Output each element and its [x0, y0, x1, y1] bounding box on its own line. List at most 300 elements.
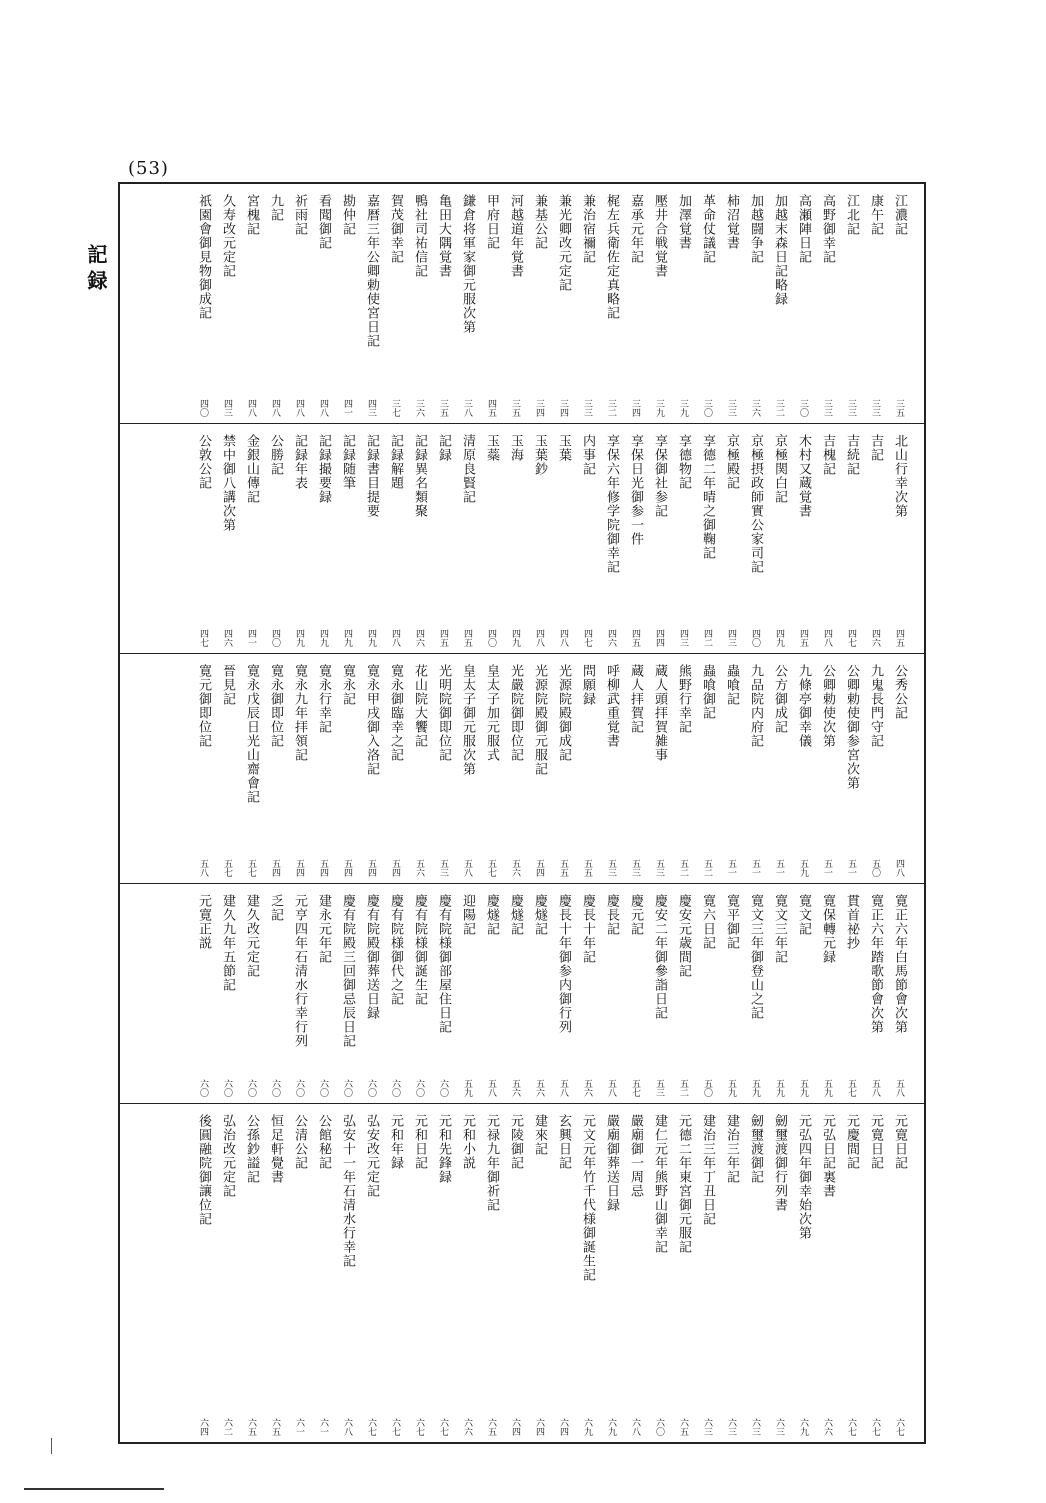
entry-page-number: 四六	[414, 629, 424, 647]
index-entry	[480, 184, 502, 423]
entry-page-number: 四六	[870, 629, 880, 647]
entry-title: 祇園會御見物御成記	[196, 194, 211, 320]
index-entry	[816, 654, 838, 883]
entry-title: 寛正六年踏歌節會次第	[868, 894, 883, 1034]
entry-page-number: 三六	[414, 399, 424, 417]
entry-title: 享保六年修学院御幸記	[604, 434, 619, 574]
entry-title: 公勝記	[268, 434, 283, 476]
entry-page-number: 三三	[870, 399, 880, 417]
index-entry	[288, 184, 310, 423]
index-entry	[864, 1104, 886, 1442]
entry-title: 弘安十一年石清水行幸記	[340, 1114, 355, 1268]
index-entry	[384, 1104, 406, 1442]
entry-page-number: 六九	[606, 1418, 616, 1436]
entry-title: 京極殿記	[724, 434, 739, 490]
entry-title: 吉槐記	[820, 434, 835, 476]
entry-title: 元弘日記裏書	[820, 1114, 835, 1198]
index-entry	[840, 184, 862, 423]
entry-page-number: 四八	[822, 629, 832, 647]
entry-page-number: 六〇	[654, 1418, 664, 1436]
entry-page-number: 五七	[630, 1079, 640, 1097]
entry-title: 光源院殿御成記	[556, 664, 571, 762]
entry-title: 江濃記	[892, 194, 907, 236]
entry-page-number: 六五	[270, 1418, 280, 1436]
entry-title: 寛永戊辰日光山齋會記	[244, 664, 259, 804]
index-entry	[480, 1104, 502, 1442]
entry-page-number: 五四	[342, 859, 352, 877]
entry-page-number: 三三	[582, 399, 592, 417]
entry-title: 元亨四年石清水行幸行列	[292, 894, 307, 1048]
entry-title: 公方御成記	[772, 664, 787, 734]
index-entry	[600, 424, 622, 653]
index-entry	[600, 1104, 622, 1442]
entry-page-number: 六五	[678, 1418, 688, 1436]
entry-title: 弘安改元定記	[364, 1114, 379, 1198]
index-entry	[696, 1104, 718, 1442]
entry-page-number: 五七	[222, 859, 232, 877]
index-entry	[288, 424, 310, 653]
entry-page-number: 六四	[198, 1418, 208, 1436]
entry-title: 康午記	[868, 194, 883, 236]
entry-page-number: 四八	[318, 399, 328, 417]
entry-title: 兼治宿禰記	[580, 194, 595, 264]
index-entry	[768, 424, 790, 653]
entry-page-number: 五九	[774, 1079, 784, 1097]
entry-title: 嘉暦三年公卿勅使宮日記	[364, 194, 379, 348]
entry-page-number: 六三	[726, 1418, 736, 1436]
entry-title: 吉続記	[844, 434, 859, 476]
entry-page-number: 六〇	[246, 1079, 256, 1097]
entry-page-number: 三三	[846, 399, 856, 417]
index-entry	[528, 424, 550, 653]
entry-title: 久寿改元定記	[220, 194, 235, 278]
index-entry	[816, 184, 838, 423]
entry-page-number: 六二	[222, 1418, 232, 1436]
index-entry	[552, 884, 574, 1103]
index-entry	[384, 184, 406, 423]
entry-title: 慶燧記	[532, 894, 547, 936]
entry-title: 禁中御八講次第	[220, 434, 235, 532]
index-entry	[432, 1104, 454, 1442]
index-entry	[696, 424, 718, 653]
entry-title: 革命仗議記	[700, 194, 715, 264]
entry-title: 公卿勅使御参宮次第	[844, 664, 859, 790]
index-entry	[576, 654, 598, 883]
entry-page-number: 五六	[414, 859, 424, 877]
entry-page-number: 四八	[246, 399, 256, 417]
entry-title: 看聞御記	[316, 194, 331, 250]
entry-title: 京極関白記	[772, 434, 787, 504]
index-entry	[624, 184, 646, 423]
entry-page-number: 五九	[822, 1079, 832, 1097]
entry-page-number: 六一	[294, 1418, 304, 1436]
index-entry	[216, 884, 238, 1103]
entry-page-number: 四五	[462, 629, 472, 647]
entry-title: 鎌倉将軍家御元服次第	[460, 194, 475, 334]
entry-page-number: 六七	[870, 1418, 880, 1436]
index-entry	[456, 1104, 478, 1442]
entry-page-number: 五九	[798, 1079, 808, 1097]
entry-title: 享保日光御参一件	[628, 434, 643, 546]
index-entry	[744, 1104, 766, 1442]
entry-title: 玄興日記	[556, 1114, 571, 1170]
index-entry	[792, 654, 814, 883]
entry-title: 木村又蔵覚書	[796, 434, 811, 518]
entry-title: 寛永御臨幸之記	[388, 664, 403, 762]
page-number: (53)	[128, 158, 169, 179]
entry-page-number: 五八	[486, 1079, 496, 1097]
entry-page-number: 六四	[534, 1418, 544, 1436]
entry-title: 玉海	[508, 434, 523, 462]
index-entry	[792, 184, 814, 423]
index-entry	[408, 1104, 430, 1442]
entry-page-number: 五四	[270, 859, 280, 877]
index-entry	[408, 424, 430, 653]
entry-title: 九品院内府記	[748, 664, 763, 748]
index-entry	[744, 184, 766, 423]
entry-title: 河越道年覚書	[508, 194, 523, 278]
entry-page-number: 五一	[774, 859, 784, 877]
index-entry	[552, 184, 574, 423]
entry-title: 寛平御記	[724, 894, 739, 950]
entry-page-number: 五七	[486, 859, 496, 877]
index-entry	[456, 184, 478, 423]
index-entry	[600, 884, 622, 1103]
index-entry	[816, 1104, 838, 1442]
entry-title: 亀田大隅覚書	[436, 194, 451, 278]
entry-page-number: 三八	[462, 399, 472, 417]
entry-title: 慶安二年御參詣日記	[652, 894, 667, 1020]
entry-page-number: 六五	[486, 1418, 496, 1436]
entry-page-number: 三二	[774, 399, 784, 417]
entry-page-number: 六四	[558, 1418, 568, 1436]
entry-title: 皇太子御元服次第	[460, 664, 475, 776]
entry-page-number: 四四	[654, 629, 664, 647]
entry-title: 記録撮要録	[316, 434, 331, 504]
entry-title: 享保御社参記	[652, 434, 667, 518]
entry-title: 壓井合戦覚書	[652, 194, 667, 278]
index-entry	[216, 654, 238, 883]
entry-page-number: 五一	[750, 859, 760, 877]
entry-page-number: 五六	[510, 859, 520, 877]
entry-page-number: 四七	[846, 629, 856, 647]
index-entry	[672, 184, 694, 423]
entry-page-number: 五八	[870, 1079, 880, 1097]
entry-page-number: 四八	[390, 629, 400, 647]
entry-page-number: 三五	[894, 399, 904, 417]
index-entry	[432, 884, 454, 1103]
entry-title: 建永元年記	[316, 894, 331, 964]
index-entry	[720, 654, 742, 883]
entry-title: 慶有院様御代之記	[388, 894, 403, 1006]
index-entry	[240, 1104, 262, 1442]
entry-page-number: 四八	[294, 399, 304, 417]
entry-page-number: 五六	[510, 1079, 520, 1097]
entry-title: 慶燧記	[484, 894, 499, 936]
index-entry	[552, 424, 574, 653]
index-entry	[576, 1104, 598, 1442]
index-entry	[360, 1104, 382, 1442]
index-entry	[744, 424, 766, 653]
entry-title: 建治三年記	[724, 1114, 739, 1184]
entry-title: 高瀬陣日記	[796, 194, 811, 264]
entry-title: 寛永記	[340, 664, 355, 706]
index-entry	[360, 184, 382, 423]
entry-page-number: 三〇	[702, 399, 712, 417]
entry-page-number: 三五	[438, 399, 448, 417]
entry-title: 高野御幸記	[820, 194, 835, 264]
entry-title: 元文元年竹千代様御誕生記	[580, 1114, 595, 1282]
index-entry	[312, 884, 334, 1103]
entry-page-number: 五七	[246, 859, 256, 877]
entry-page-number: 六七	[390, 1418, 400, 1436]
entry-page-number: 五三	[606, 859, 616, 877]
index-entry	[264, 1104, 286, 1442]
entry-title: 元寛正説	[196, 894, 211, 950]
entry-page-number: 五四	[390, 859, 400, 877]
index-entry	[240, 424, 262, 653]
index-entry	[624, 654, 646, 883]
index-entry	[504, 884, 526, 1103]
index-entry	[576, 184, 598, 423]
entry-page-number: 三六	[750, 399, 760, 417]
entry-page-number: 六六	[462, 1418, 472, 1436]
index-entry	[360, 654, 382, 883]
entry-title: 宮槐記	[244, 194, 259, 236]
index-entry	[648, 1104, 670, 1442]
entry-title: 寛元御即位記	[196, 664, 211, 748]
index-band	[120, 424, 924, 654]
entry-title: 記録異名類聚	[412, 434, 427, 518]
entry-page-number: 六三	[702, 1418, 712, 1436]
index-entry	[888, 884, 910, 1103]
entry-title: 賀茂御幸記	[388, 194, 403, 264]
entry-page-number: 三九	[654, 399, 664, 417]
entry-title: 梶左兵衛佐定真略記	[604, 194, 619, 320]
index-entry	[408, 654, 430, 883]
index-entry	[192, 184, 214, 423]
index-entry	[744, 884, 766, 1103]
entry-title: 慶安元歳間記	[676, 894, 691, 978]
entry-page-number: 五〇	[870, 859, 880, 877]
entry-title: 建仁元年熊野山御幸記	[652, 1114, 667, 1254]
index-entry	[504, 184, 526, 423]
entry-title: 柿沼覚書	[724, 194, 739, 250]
entry-title: 公卿勅使次第	[820, 664, 835, 748]
index-entry	[696, 884, 718, 1103]
entry-page-number: 五九	[798, 859, 808, 877]
index-entry	[792, 424, 814, 653]
entry-page-number: 六〇	[366, 1079, 376, 1097]
entry-title: 蟲喰記	[724, 664, 739, 706]
entry-page-number: 五四	[366, 859, 376, 877]
entry-page-number: 六八	[342, 1418, 352, 1436]
entry-title: 劒璽渡御行列書	[772, 1114, 787, 1212]
entry-page-number: 五三	[630, 859, 640, 877]
index-entry	[648, 884, 670, 1103]
index-entry	[864, 424, 886, 653]
entry-page-number: 三九	[678, 399, 688, 417]
entry-page-number: 六〇	[414, 1079, 424, 1097]
entry-page-number: 四一	[246, 629, 256, 647]
entry-page-number: 六六	[822, 1418, 832, 1436]
index-entry	[696, 184, 718, 423]
entry-title: 慶有院様御誕生記	[412, 894, 427, 1006]
entry-page-number: 五五	[582, 859, 592, 877]
entry-page-number: 六九	[798, 1418, 808, 1436]
entry-title: 寛正六年白馬節會次第	[892, 894, 907, 1034]
index-entry	[648, 184, 670, 423]
entry-title: 恒足軒覺書	[268, 1114, 283, 1184]
index-entry	[720, 424, 742, 653]
entry-title: 慶有院殿三回御忌辰日記	[340, 894, 355, 1048]
entry-page-number: 四三	[726, 629, 736, 647]
index-entry	[384, 884, 406, 1103]
index-entry	[672, 654, 694, 883]
index-entry	[216, 1104, 238, 1442]
entry-title: 寛永行幸記	[316, 664, 331, 734]
index-band	[120, 184, 924, 424]
entry-title: 勘仲記	[340, 194, 355, 236]
entry-page-number: 六四	[510, 1418, 520, 1436]
entry-title: 慶長十年記	[580, 894, 595, 964]
entry-page-number: 三三	[726, 399, 736, 417]
entry-page-number: 五一	[726, 859, 736, 877]
entry-page-number: 四二	[702, 629, 712, 647]
entry-page-number: 四七	[582, 629, 592, 647]
entry-page-number: 四五	[438, 629, 448, 647]
index-entry	[768, 184, 790, 423]
index-entry	[336, 424, 358, 653]
entry-title: 建久改元定記	[244, 894, 259, 978]
entry-title: 元寛日記	[868, 1114, 883, 1170]
entry-page-number: 五一	[822, 859, 832, 877]
index-entry	[432, 654, 454, 883]
index-entry	[192, 884, 214, 1103]
entry-page-number: 五四	[318, 859, 328, 877]
entry-title: 皇太子加元服式	[484, 664, 499, 762]
entry-title: 記録	[436, 434, 451, 462]
index-entry	[576, 884, 598, 1103]
entry-title: 光明院御即位記	[436, 664, 451, 762]
entry-page-number: 三七	[390, 399, 400, 417]
index-entry	[720, 184, 742, 423]
entry-page-number: 六〇	[270, 1079, 280, 1097]
entry-page-number: 六七	[438, 1418, 448, 1436]
margin-tick	[51, 1438, 52, 1454]
index-entry	[840, 424, 862, 653]
index-entry	[840, 654, 862, 883]
entry-page-number: 六八	[630, 1418, 640, 1436]
entry-title: 九鬼長門守記	[868, 664, 883, 748]
entry-title: 劒璽渡御記	[748, 1114, 763, 1184]
index-entry	[408, 884, 430, 1103]
index-entry	[480, 654, 502, 883]
entry-title: 慶燧記	[508, 894, 523, 936]
entry-page-number: 六一	[318, 1418, 328, 1436]
entry-page-number: 五二	[678, 859, 688, 877]
index-entry	[672, 884, 694, 1103]
entry-title: 鴨社司祐信記	[412, 194, 427, 278]
index-entry	[264, 424, 286, 653]
entry-title: 元和年録	[388, 1114, 403, 1170]
entry-page-number: 四五	[798, 629, 808, 647]
index-entry	[840, 884, 862, 1103]
entry-title: 記録随筆	[340, 434, 355, 490]
index-entry	[288, 1104, 310, 1442]
entry-page-number: 五九	[750, 1079, 760, 1097]
entry-page-number: 四五	[486, 399, 496, 417]
index-entry	[624, 424, 646, 653]
entry-page-number: 六三	[750, 1418, 760, 1436]
entry-title: 元寛日記	[892, 1114, 907, 1170]
entry-page-number: 六三	[774, 1418, 784, 1436]
footer-rule	[24, 1488, 164, 1490]
index-entry	[336, 654, 358, 883]
entry-page-number: 五四	[534, 859, 544, 877]
entry-page-number: 四三	[366, 399, 376, 417]
entry-page-number: 四〇	[750, 629, 760, 647]
entry-title: 建治三年丁丑日記	[700, 1114, 715, 1226]
index-entry	[216, 184, 238, 423]
entry-page-number: 六七	[894, 1418, 904, 1436]
index-entry	[504, 1104, 526, 1442]
entry-page-number: 五三	[654, 1079, 664, 1097]
index-entry	[312, 654, 334, 883]
entry-title: 迎陽記	[460, 894, 475, 936]
entry-page-number: 四九	[342, 629, 352, 647]
entry-title: 兼基公記	[532, 194, 547, 250]
index-entry	[360, 424, 382, 653]
entry-title: 享德物記	[676, 434, 691, 490]
entry-page-number: 五二	[678, 1079, 688, 1097]
entry-page-number: 五六	[534, 1079, 544, 1097]
entry-page-number: 五三	[438, 859, 448, 877]
index-entry	[264, 184, 286, 423]
index-entry	[240, 884, 262, 1103]
entry-title: 祈雨記	[292, 194, 307, 236]
entry-page-number: 三四	[630, 399, 640, 417]
entry-title: 玉蘂	[484, 434, 499, 462]
entry-title: 公清公記	[292, 1114, 307, 1170]
entry-title: 寛文記	[796, 894, 811, 936]
entry-page-number: 四八	[558, 629, 568, 647]
entry-title: 公館秘記	[316, 1114, 331, 1170]
entry-title: 九記	[268, 194, 283, 222]
index-entry	[792, 884, 814, 1103]
entry-title: 元德二年東宮御元服記	[676, 1114, 691, 1254]
index-entry	[888, 654, 910, 883]
entry-title: 加澤覚書	[676, 194, 691, 250]
entry-title: 慶有院殿御葬送日録	[364, 894, 379, 1020]
entry-title: 貫首祕抄	[844, 894, 859, 950]
index-entry	[768, 884, 790, 1103]
entry-title: 清原良賢記	[460, 434, 475, 504]
index-entry	[240, 654, 262, 883]
index-entry	[240, 184, 262, 423]
entry-title: 慶長十年御参内御行列	[556, 894, 571, 1034]
entry-page-number: 六〇	[342, 1079, 352, 1097]
index-entry	[528, 1104, 550, 1442]
entry-title: 内事記	[580, 434, 595, 476]
index-entry	[336, 884, 358, 1103]
entry-title: 嚴廟御一周忌	[628, 1114, 643, 1198]
index-entry	[312, 1104, 334, 1442]
entry-page-number: 六五	[246, 1418, 256, 1436]
entry-title: 嚴廟御葬送日録	[604, 1114, 619, 1212]
entry-page-number: 五二	[702, 859, 712, 877]
entry-title: 建久九年五節記	[220, 894, 235, 992]
